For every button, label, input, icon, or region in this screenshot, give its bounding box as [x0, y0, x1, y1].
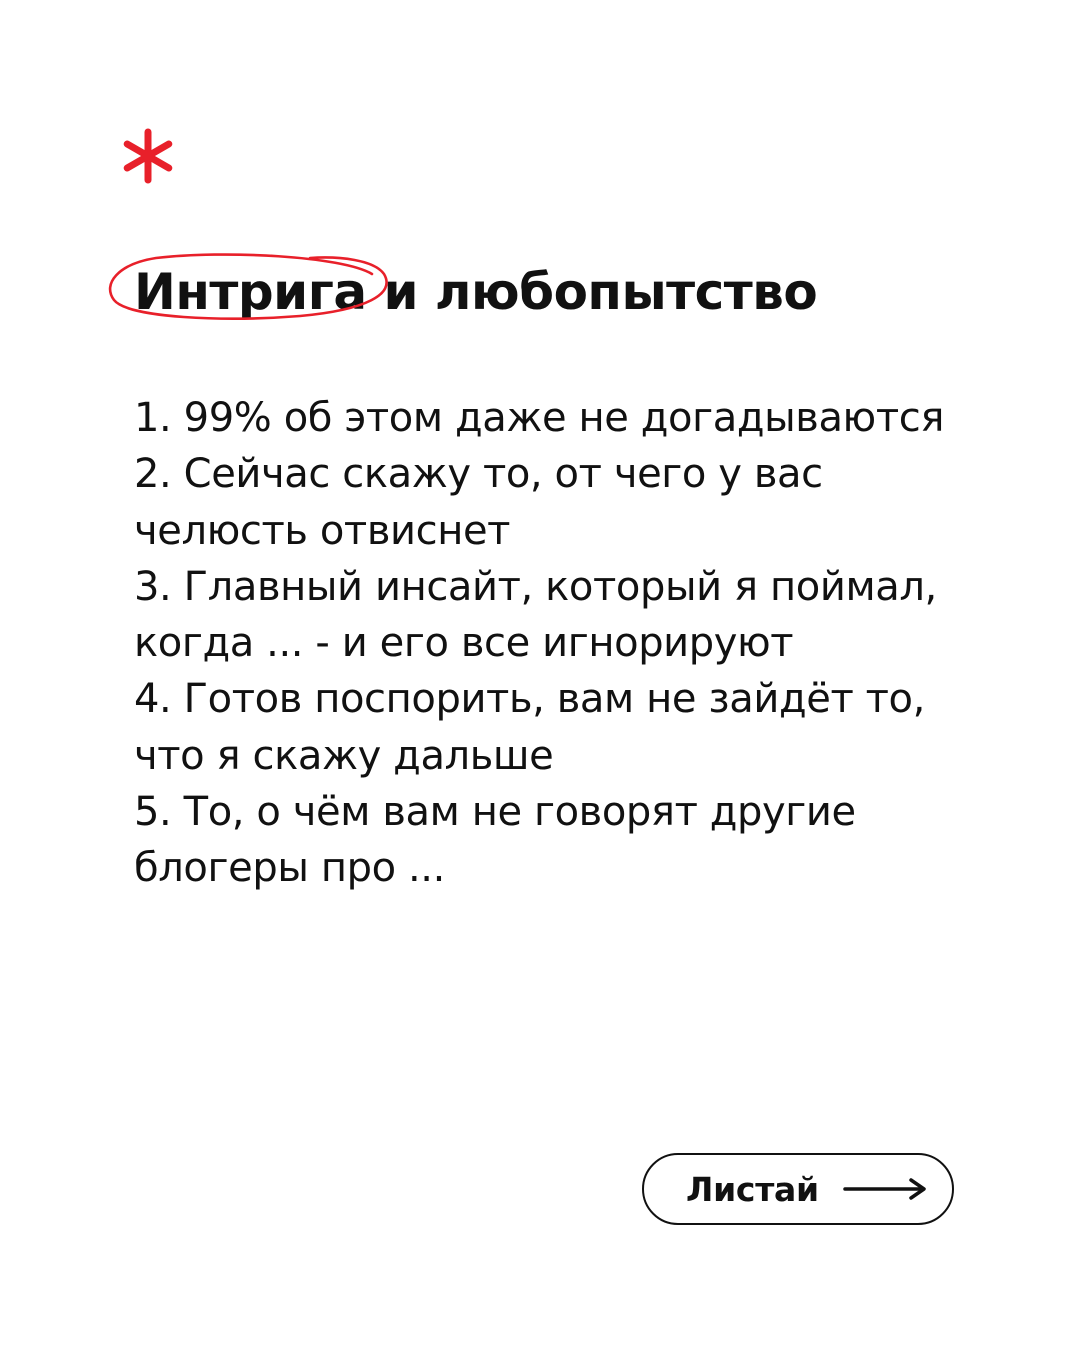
title-rest: и любопытство	[383, 263, 818, 321]
arrow-right-icon	[843, 1177, 929, 1201]
asterisk-icon	[118, 126, 178, 186]
hooks-list	[134, 390, 954, 897]
hand-drawn-oval	[104, 244, 404, 334]
list-item: 2. Сейчас скажу то, от чего у вас челюсть отвиснет	[134, 451, 823, 554]
swipe-next-label: Листай	[686, 1169, 819, 1209]
list-item: 3. Главный инсайт, который я поймал, когда ... - и его все игнорируют	[134, 563, 937, 667]
title-highlight-word: Интрига	[134, 263, 367, 321]
list-item: 5. То, о чём вам не говорят другие блогеры про ...	[134, 789, 856, 892]
title-block	[104, 244, 964, 334]
list-item: 1. 99% об этом даже не догадываются	[134, 395, 944, 441]
list-item: 4. Готов поспорить, вам не зайдёт то, что я скажу дальше	[134, 676, 925, 779]
swipe-next-button[interactable]	[642, 1153, 954, 1225]
